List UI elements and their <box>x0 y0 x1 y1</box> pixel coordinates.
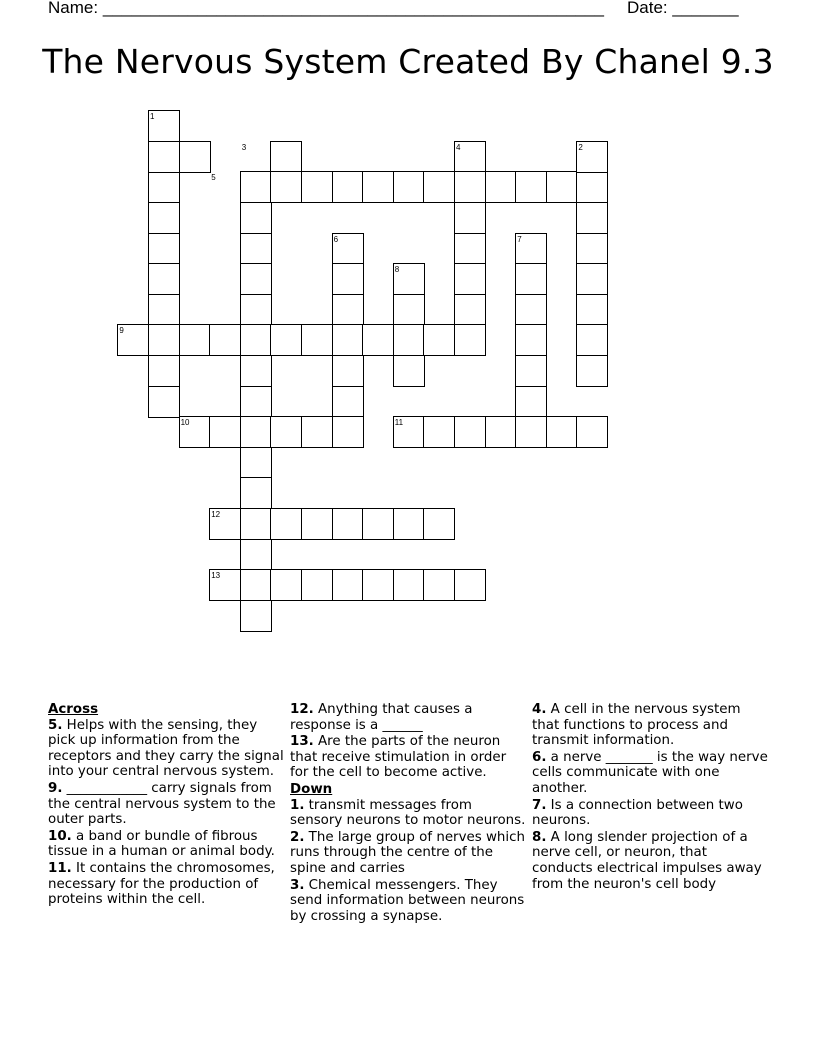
grid-cell[interactable] <box>240 386 272 418</box>
grid-cell[interactable] <box>240 294 272 326</box>
clue-down-4 <box>532 702 768 749</box>
grid-cell[interactable] <box>301 416 333 448</box>
grid-cell[interactable] <box>148 324 180 356</box>
clue-number-7: 7 <box>517 234 522 244</box>
clue-number: 11. <box>48 860 72 876</box>
clue-down-1 <box>290 798 526 829</box>
grid-cell[interactable] <box>515 416 547 448</box>
across-heading: Across <box>48 702 99 717</box>
down-heading: Down <box>290 781 333 797</box>
grid-cell[interactable] <box>332 294 364 326</box>
clue-number-12: 12 <box>211 510 221 519</box>
grid-cell[interactable] <box>393 569 425 601</box>
grid-cell[interactable] <box>240 416 272 448</box>
grid-cell[interactable] <box>240 202 272 234</box>
clue-number: 3. <box>290 877 305 893</box>
clue-across-10 <box>48 829 284 860</box>
grid-cell[interactable] <box>423 324 455 356</box>
clue-number-8: 8 <box>394 265 400 275</box>
name-blank[interactable]: _____________________________________________________ <box>102 0 604 17</box>
clue-number: 8. <box>532 829 547 845</box>
clue-number: 10. <box>48 828 72 844</box>
grid-cell[interactable] <box>362 324 394 356</box>
clue-number: 6. <box>532 749 547 765</box>
grid-cell[interactable] <box>270 416 302 448</box>
clue-text: a band or bundle of fibrous tissue in a human or animal body. <box>48 828 275 860</box>
clue-number: 12. <box>290 702 314 717</box>
grid-cell[interactable] <box>454 233 486 265</box>
grid-cell[interactable] <box>576 202 608 234</box>
grid-cell[interactable] <box>362 569 394 601</box>
clue-number-10: 10 <box>180 418 190 428</box>
grid-cell[interactable] <box>148 355 180 387</box>
grid-cell[interactable] <box>240 233 272 265</box>
grid-cell[interactable] <box>240 355 272 387</box>
grid-cell[interactable] <box>301 324 333 356</box>
clue-text: Is a connection between two neurons. <box>532 797 743 829</box>
grid-cell[interactable] <box>576 355 608 387</box>
grid-cell[interactable] <box>148 294 180 326</box>
clue-text: A long slender projection of a nerve cell, or neuron, that conducts electrical impulses away from the neuron's cell body <box>532 829 762 892</box>
clue-text: Helps with the sensing, they pick up information from the receptors and they carry the signal into your central nervous system. <box>48 717 284 780</box>
clue-across-9 <box>48 781 284 828</box>
grid-cell[interactable] <box>515 171 547 203</box>
clue-across-11 <box>48 861 284 908</box>
grid-cell[interactable] <box>423 171 455 203</box>
grid-cell[interactable] <box>393 508 425 540</box>
clue-number-5: 5 <box>211 173 216 183</box>
grid-cell[interactable] <box>454 416 486 448</box>
clues-column-2 <box>290 702 526 925</box>
grid-cell[interactable] <box>270 508 302 540</box>
grid-cell[interactable] <box>454 569 486 601</box>
clue-number: 5. <box>48 717 63 733</box>
grid-cell[interactable] <box>148 233 180 265</box>
grid-cell[interactable] <box>546 416 578 448</box>
grid-cell[interactable] <box>485 171 517 203</box>
grid-cell[interactable] <box>423 416 455 448</box>
grid-cell[interactable] <box>332 386 364 418</box>
grid-cell[interactable] <box>148 386 180 418</box>
clue-across-12 <box>290 702 526 733</box>
clue-down-7 <box>532 798 768 829</box>
clue-number: 13. <box>290 734 314 750</box>
clue-number: 7. <box>532 797 547 813</box>
clue-number-1: 1 <box>150 112 155 122</box>
grid-cell[interactable] <box>240 477 272 509</box>
grid-cell[interactable] <box>423 508 455 540</box>
grid-cell[interactable] <box>423 569 455 601</box>
name-label: Name: <box>48 0 99 17</box>
grid-cell[interactable] <box>393 294 425 326</box>
clue-text: Are the parts of the neuron that receive stimulation in order for the cell to become active. <box>290 734 507 781</box>
grid-cell[interactable] <box>209 416 241 448</box>
grid-cell[interactable] <box>148 263 180 295</box>
clue-text: a nerve _______ is the way nerve cells communicate with one another. <box>532 749 768 796</box>
clue-down-8 <box>532 830 768 892</box>
grid-cell[interactable] <box>332 263 364 295</box>
grid-cell[interactable] <box>240 263 272 295</box>
grid-cell[interactable] <box>301 171 333 203</box>
grid-cell[interactable] <box>240 539 272 571</box>
grid-cell[interactable] <box>270 141 302 173</box>
grid-cell[interactable] <box>332 324 364 356</box>
clues-column-1 <box>48 702 284 909</box>
grid-cell[interactable] <box>209 324 241 356</box>
grid-cell[interactable] <box>576 416 608 448</box>
clue-text: Chemical messengers. They send information between neurons by crossing a synapse. <box>290 877 525 924</box>
clue-down-2 <box>290 830 526 877</box>
grid-cell[interactable] <box>393 324 425 356</box>
grid-cell[interactable] <box>576 324 608 356</box>
clue-text: Anything that causes a response is a ______ <box>290 702 473 733</box>
clue-text: It contains the chromosomes, necessary for the production of proteins within the cell. <box>48 860 275 908</box>
grid-cell[interactable] <box>546 171 578 203</box>
grid-cell[interactable] <box>454 263 486 295</box>
grid-cell[interactable] <box>515 263 547 295</box>
grid-cell[interactable] <box>332 416 364 448</box>
grid-cell[interactable] <box>393 355 425 387</box>
clue-down-6 <box>532 750 768 797</box>
grid-cell[interactable] <box>454 324 486 356</box>
grid-cell[interactable] <box>270 324 302 356</box>
grid-cell[interactable] <box>576 233 608 265</box>
grid-cell[interactable] <box>393 171 425 203</box>
clue-down-3 <box>290 878 526 925</box>
grid-cell[interactable] <box>515 355 547 387</box>
grid-cell[interactable] <box>576 171 608 203</box>
grid-cell[interactable] <box>301 569 333 601</box>
grid-cell[interactable] <box>148 171 180 203</box>
clue-number: 1. <box>290 797 305 813</box>
grid-cell[interactable] <box>332 355 364 387</box>
grid-cell[interactable] <box>179 141 211 173</box>
grid-cell[interactable] <box>240 600 272 632</box>
clue-text: A cell in the nervous system that functions to process and transmit information. <box>532 702 741 749</box>
grid-cell[interactable] <box>179 324 211 356</box>
grid-cell[interactable] <box>454 171 486 203</box>
clue-number-6: 6 <box>333 234 339 244</box>
grid-cell[interactable] <box>332 508 364 540</box>
grid-cell[interactable] <box>148 141 180 173</box>
date-blank[interactable]: _______ <box>672 0 739 17</box>
grid-cell[interactable] <box>332 171 364 203</box>
grid-cell[interactable] <box>515 386 547 418</box>
grid-cell[interactable] <box>576 294 608 326</box>
grid-cell[interactable] <box>240 324 272 356</box>
clue-number-2: 2 <box>578 142 583 152</box>
grid-cell[interactable] <box>515 324 547 356</box>
clue-number: 9. <box>48 780 63 796</box>
grid-cell[interactable] <box>362 171 394 203</box>
grid-cell[interactable] <box>454 294 486 326</box>
grid-cell[interactable] <box>576 263 608 295</box>
clue-number-9: 9 <box>119 326 124 336</box>
clue-number: 4. <box>532 702 547 717</box>
clue-number: 2. <box>290 829 305 845</box>
clue-number-4: 4 <box>456 142 461 152</box>
clue-number-11: 11 <box>394 418 404 428</box>
grid-cell[interactable] <box>270 171 302 203</box>
grid-cell[interactable] <box>240 508 272 540</box>
clue-number-13: 13 <box>211 571 221 581</box>
grid-cell[interactable] <box>301 508 333 540</box>
date-label: Date: <box>627 0 668 17</box>
grid-cell[interactable] <box>515 294 547 326</box>
clue-text: The large group of nerves which runs through the centre of the spine and carries <box>290 829 525 876</box>
grid-cell[interactable] <box>454 202 486 234</box>
page-title: The Nervous System Created By Chanel 9.3 <box>42 42 774 81</box>
grid-cell[interactable] <box>332 569 364 601</box>
grid-cell[interactable] <box>240 447 272 479</box>
clues-column-3 <box>532 702 768 893</box>
clue-across-13 <box>290 734 526 781</box>
grid-cell[interactable] <box>485 416 517 448</box>
grid-cell[interactable] <box>240 171 272 203</box>
clue-text: ____________ carry signals from the central nervous system to the outer parts. <box>48 780 276 828</box>
clue-number-3: 3 <box>241 142 247 152</box>
clue-across-5 <box>48 718 284 780</box>
grid-cell[interactable] <box>240 569 272 601</box>
grid-cell[interactable] <box>148 202 180 234</box>
clue-text: transmit messages from sensory neurons to motor neurons. <box>290 797 526 829</box>
grid-cell[interactable] <box>362 508 394 540</box>
grid-cell[interactable] <box>270 569 302 601</box>
